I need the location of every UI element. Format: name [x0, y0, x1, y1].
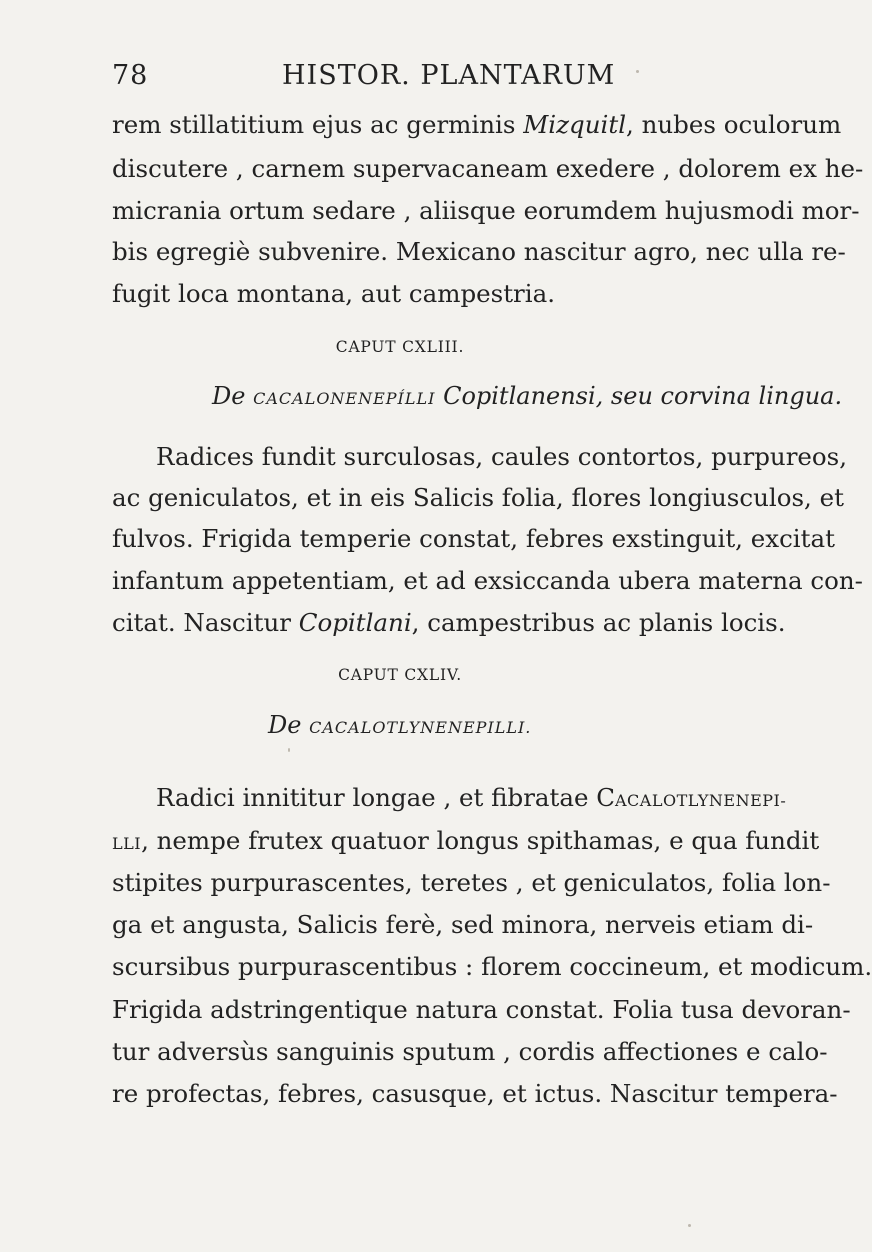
text-line: citat. Nascitur Copitlani, campestribus ac planis locis.: [112, 608, 786, 637]
running-title: HISTOR. PLANTARUM: [282, 60, 616, 91]
chapter-heading: CAPUT CXLIV.: [338, 666, 462, 684]
text-line: Frigida adstringentique natura constat. Folia tusa devoran-: [112, 995, 851, 1024]
text-line: fugit loca montana, aut campestria.: [112, 279, 555, 308]
paper-speck: [288, 748, 290, 752]
text-line: ga et angusta, Salicis ferè, sed minora, nerveis etiam di-: [112, 910, 814, 939]
text-line: ac geniculatos, et in eis Salicis folia, flores longiusculos, et: [112, 483, 844, 512]
text-line: discutere , carnem supervacaneam exedere , dolorem ex he-: [112, 154, 864, 183]
text-line: bis egregiè subvenire. Mexicano nascitur agro, nec ulla re-: [112, 237, 846, 266]
text-line: stipites purpurascentes, teretes , et geniculatos, folia lon-: [112, 868, 831, 897]
chapter-subtitle: De CACALONENEPÍLLI Copitlanensi, seu corvina lingua.: [212, 382, 843, 410]
paper-speck: [636, 70, 639, 73]
text-line: infantum appetentiam, et ad exsiccanda ubera materna con-: [112, 566, 863, 595]
chapter-subtitle: De CACALOTLYNENEPILLI.: [268, 711, 532, 739]
text-line: re profectas, febres, casusque, et ictus. Nascitur tempera-: [112, 1079, 838, 1108]
chapter-heading: CAPUT CXLIII.: [335, 338, 465, 356]
text-line: rem stillatitium ejus ac germinis Mizquitl, nubes oculorum: [112, 110, 842, 139]
page-number: 78: [112, 60, 149, 91]
text-line: Radici innititur longae , et fibratae CACALOTLYNENEPI-: [156, 783, 787, 812]
text-line: scursibus purpurascentibus : florem coccineum, et modicum.: [112, 952, 872, 981]
paper-speck: [688, 1224, 691, 1227]
text-line: LLI, nempe frutex quatuor longus spithamas, e qua fundit: [112, 826, 820, 855]
text-line: micrania ortum sedare , aliisque eorumdem hujusmodi mor-: [112, 196, 860, 225]
text-line: fulvos. Frigida temperie constat, febres exstinguit, excitat: [112, 524, 835, 553]
text-line: tur adversùs sanguinis sputum , cordis affectiones e calo-: [112, 1037, 828, 1066]
page-header: [112, 60, 752, 100]
text-line: Radices fundit surculosas, caules contortos, purpureos,: [156, 442, 848, 471]
